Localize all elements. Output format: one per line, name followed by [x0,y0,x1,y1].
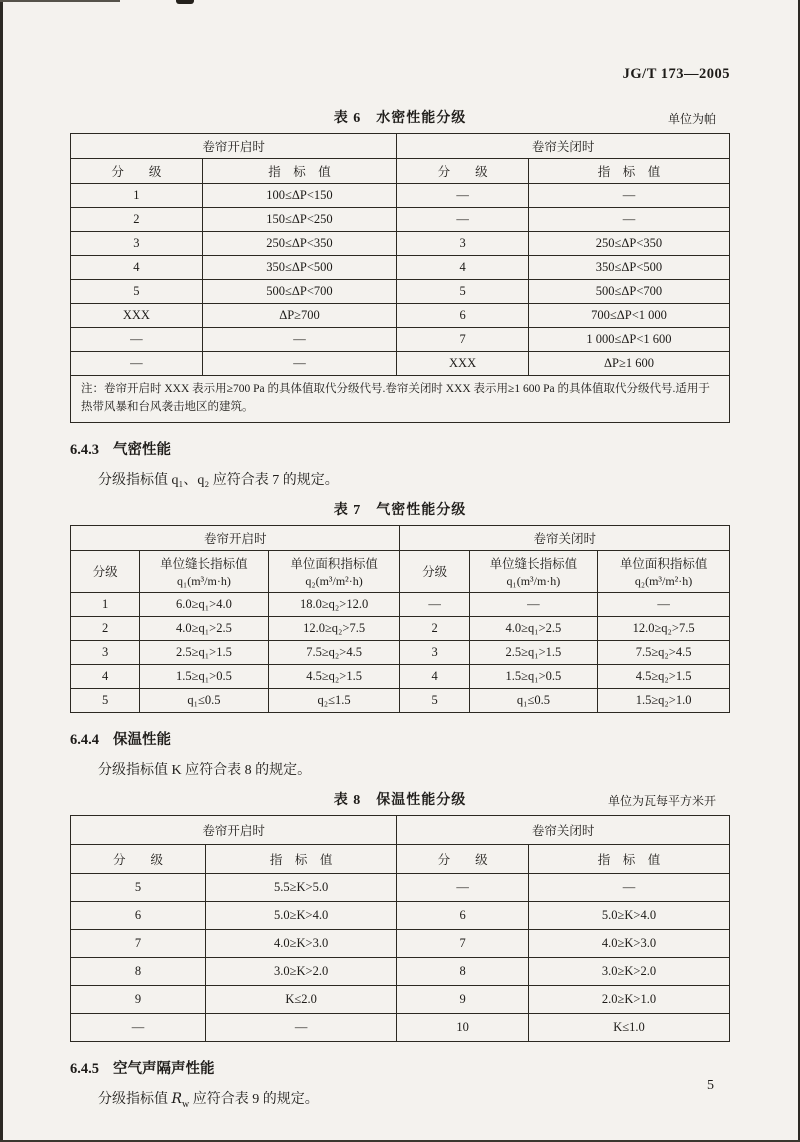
table-row [71,985,730,1013]
table-row [71,232,730,256]
table-row [71,688,730,712]
table-cell: 2 [71,208,203,232]
table-cell: 5 [71,873,206,901]
table8-col-value-open: 指 标 值 [206,844,397,873]
table8-header [71,815,730,873]
table-cell: — [400,592,469,616]
paragraph-6-4-5 [70,1088,730,1110]
table7-group-header-row [71,525,730,550]
table6-unit: 单位为帕 [667,112,716,126]
paragraph-6-4-3: 分级指标值 q₁、q₂ 应符合表 7 的规定。 [98,472,339,488]
table-cell: 4 [71,664,140,688]
table-cell: 7 [71,929,206,957]
table-cell: q₁≤0.5 [469,688,598,712]
table7-group-closed: 卷帘关闭时 [400,525,730,550]
page-content [70,0,730,1109]
table-row [71,592,730,616]
table-cell: 5.0≥K>4.0 [529,901,730,929]
header-formula: q₁(m³/m·h) [506,573,561,588]
table-cell: 1 [71,592,140,616]
table-cell: 3.0≥K>2.0 [529,957,730,985]
table6-water-tightness [70,133,730,423]
table-cell: K≤1.0 [529,1013,730,1041]
table-row [71,957,730,985]
table-cell: 350≤ΔP<500 [202,256,396,280]
header-label: 单位面积指标值 [619,556,708,571]
table-cell: 3.0≥K>2.0 [206,957,397,985]
standard-number: JG/T 173—2005 [622,66,730,82]
table-cell: 4.0≥K>3.0 [529,929,730,957]
table-cell: 700≤ΔP<1 000 [528,304,729,328]
table-cell: 7.5≥q₂>4.5 [598,640,730,664]
table6-col-grade-open: 分 级 [71,159,203,184]
table-cell: ΔP≥700 [202,304,396,328]
table-cell: 4.5≥q₂>1.5 [598,664,730,688]
table8-group-closed: 卷帘关闭时 [397,815,730,844]
table-cell: 2.5≥q₁>1.5 [469,640,598,664]
table-cell: — [71,352,203,376]
table-row [71,640,730,664]
table-cell: 3 [71,640,140,664]
table8-col-value-closed: 指 标 值 [529,844,730,873]
table-cell: — [397,873,529,901]
table6-group-closed: 卷帘关闭时 [397,134,730,159]
table-cell: 4.5≥q₂>1.5 [268,664,400,688]
table6-body [71,184,730,376]
table-cell: 7 [397,929,529,957]
table6-col-value-closed: 指 标 值 [528,159,729,184]
table8-thermal-insulation [70,815,730,1042]
section-heading-6-4-5 [70,1057,730,1078]
table6-group-open: 卷帘开启时 [71,134,397,159]
table-cell: 250≤ΔP<350 [202,232,396,256]
symbol-subscript: w [182,1098,190,1110]
header-label: 分级 [422,565,448,580]
table8-group-header-row [71,815,730,844]
table-cell: 4 [400,664,469,688]
paragraph-6-4-4: 分级指标值 K 应符合表 8 的规定。 [98,762,312,778]
table-row [71,901,730,929]
section-heading-6-4-4 [70,728,730,749]
table-cell: XXX [71,304,203,328]
section-title: 空气声隔声性能 [113,1060,215,1077]
table-cell: 12.0≥q₂>7.5 [268,616,400,640]
paragraph-prefix: 分级指标值 [98,1091,172,1107]
table6-header [71,134,730,184]
table-cell: 12.0≥q₂>7.5 [598,616,730,640]
table-cell: q₁≤0.5 [140,688,269,712]
table7-col-area-open [268,550,400,592]
table-cell: 1.5≥q₂>1.0 [598,688,730,712]
table7-air-tightness [70,525,730,713]
table-row [71,873,730,901]
table-row [71,929,730,957]
table-cell: 3 [71,232,203,256]
table6-col-header-row [71,159,730,184]
table-cell: 2 [71,616,140,640]
table-cell: 5 [400,688,469,712]
table-row [71,1013,730,1041]
table7-col-area-closed [598,550,730,592]
table-cell: — [528,208,729,232]
table-cell: 5.5≥K>5.0 [206,873,397,901]
table-cell: 4.0≥q₁>2.5 [140,616,269,640]
scan-edge-left [0,0,3,1142]
table7-group-open: 卷帘开启时 [71,525,400,550]
table-cell: q₂≤1.5 [268,688,400,712]
table-cell: 3 [400,640,469,664]
table8-caption: 表 8 保温性能分级 [333,792,467,808]
table-row [71,184,730,208]
table6-note-row [71,376,730,423]
header-label: 分级 [92,565,118,580]
table-cell: 500≤ΔP<700 [202,280,396,304]
header-label: 单位面积指标值 [290,556,378,571]
header-label: 单位缝长指标值 [160,556,248,571]
table-cell: 6 [397,304,529,328]
table-row [71,280,730,304]
table7-caption: 表 7 气密性能分级 [333,502,467,518]
page-number: 5 [707,1078,714,1093]
table6-caption-row [70,107,730,129]
table-row [71,328,730,352]
table-cell: 1.5≥q₁>0.5 [469,664,598,688]
table-cell: 9 [397,985,529,1013]
table-cell: — [598,592,730,616]
table-cell: 18.0≥q₂>12.0 [268,592,400,616]
table-cell: 2 [400,616,469,640]
table-row [71,256,730,280]
table-cell: 5 [397,280,529,304]
table-row [71,304,730,328]
table7-header [71,525,730,592]
table-cell: — [397,184,529,208]
table-cell: — [528,184,729,208]
table6-footer [71,376,730,423]
table7-body [71,592,730,712]
table7-col-grade-closed [400,550,469,592]
table-cell: 500≤ΔP<700 [528,280,729,304]
table-cell: 7.5≥q₂>4.5 [268,640,400,664]
header-formula: q₁(m³/m·h) [177,573,231,588]
header-label: 单位缝长指标值 [489,556,578,571]
table-cell: 7 [397,328,529,352]
table6-caption: 表 6 水密性能分级 [333,111,467,126]
table7-col-seam-open [140,550,269,592]
table-cell: 1 [71,184,203,208]
table-cell: 4.0≥q₁>2.5 [469,616,598,640]
table8-group-open: 卷帘开启时 [71,815,397,844]
table-cell: 250≤ΔP<350 [528,232,729,256]
table-cell: 150≤ΔP<250 [202,208,396,232]
section-number: 6.4.4 [70,731,99,748]
table-cell: XXX [397,352,529,376]
table-cell: — [206,1013,397,1041]
table-cell: 6.0≥q₁>4.0 [140,592,269,616]
table-cell: — [71,1013,206,1041]
table-cell: 350≤ΔP<500 [528,256,729,280]
table-cell: 8 [397,957,529,985]
table-cell: 5 [71,280,203,304]
table6-col-grade-closed: 分 级 [397,159,529,184]
table7-col-grade-open [71,550,140,592]
table8-caption-row [70,789,730,811]
table-cell: 1.5≥q₁>0.5 [140,664,269,688]
section-title: 气密性能 [113,441,171,458]
table8-col-grade-open: 分 级 [71,844,206,873]
table-cell: 2.0≥K>1.0 [529,985,730,1013]
table-cell: ΔP≥1 600 [528,352,729,376]
table-cell: 4 [71,256,203,280]
doc-header [70,0,730,83]
table-cell: 4 [397,256,529,280]
table-row [71,352,730,376]
table6-col-value-open: 指 标 值 [202,159,396,184]
table-cell: 3 [397,232,529,256]
table6-note: 注：卷帘开启时 XXX 表示用≥700 Pa 的具体值取代分级代号.卷帘关闭时 XXX 表示用≥1 600 Pa 的具体值取代分级代号.适用于热带风暴和台风袭击地区的建筑。 [71,376,730,423]
table-cell: — [202,328,396,352]
table-cell: 6 [397,901,529,929]
table-cell: 100≤ΔP<150 [202,184,396,208]
header-formula: q₂(m³/m²·h) [305,573,363,588]
section-heading-6-4-3 [70,438,730,459]
table6-group-header-row [71,134,730,159]
paragraph-suffix: 应符合表 9 的规定。 [189,1091,319,1107]
section-title: 保温性能 [113,731,171,748]
table-cell: — [529,873,730,901]
table-row [71,664,730,688]
table-cell: 9 [71,985,206,1013]
table7-col-seam-closed [469,550,598,592]
table-row [71,208,730,232]
table-cell: 1 000≤ΔP<1 600 [528,328,729,352]
table8-col-header-row [71,844,730,873]
section-number: 6.4.3 [70,441,99,458]
table-cell: 8 [71,957,206,985]
table-cell: 5 [71,688,140,712]
table-cell: — [202,352,396,376]
table-cell: — [71,328,203,352]
header-formula: q₂(m³/m²·h) [634,573,693,588]
table-row [71,616,730,640]
table8-body [71,873,730,1041]
table-cell: 2.5≥q₁>1.5 [140,640,269,664]
table-cell: — [469,592,598,616]
table8-col-grade-closed: 分 级 [397,844,529,873]
table8-unit: 单位为瓦每平方米开 [607,793,716,808]
table7-col-header-row [71,550,730,592]
table-cell: — [397,208,529,232]
symbol-R: R [171,1090,183,1107]
section-number: 6.4.5 [70,1060,99,1077]
table7-caption-row [70,499,730,521]
table-cell: K≤2.0 [206,985,397,1013]
table-cell: 10 [397,1013,529,1041]
table-cell: 5.0≥K>4.0 [206,901,397,929]
table-cell: 4.0≥K>3.0 [206,929,397,957]
table-cell: 6 [71,901,206,929]
